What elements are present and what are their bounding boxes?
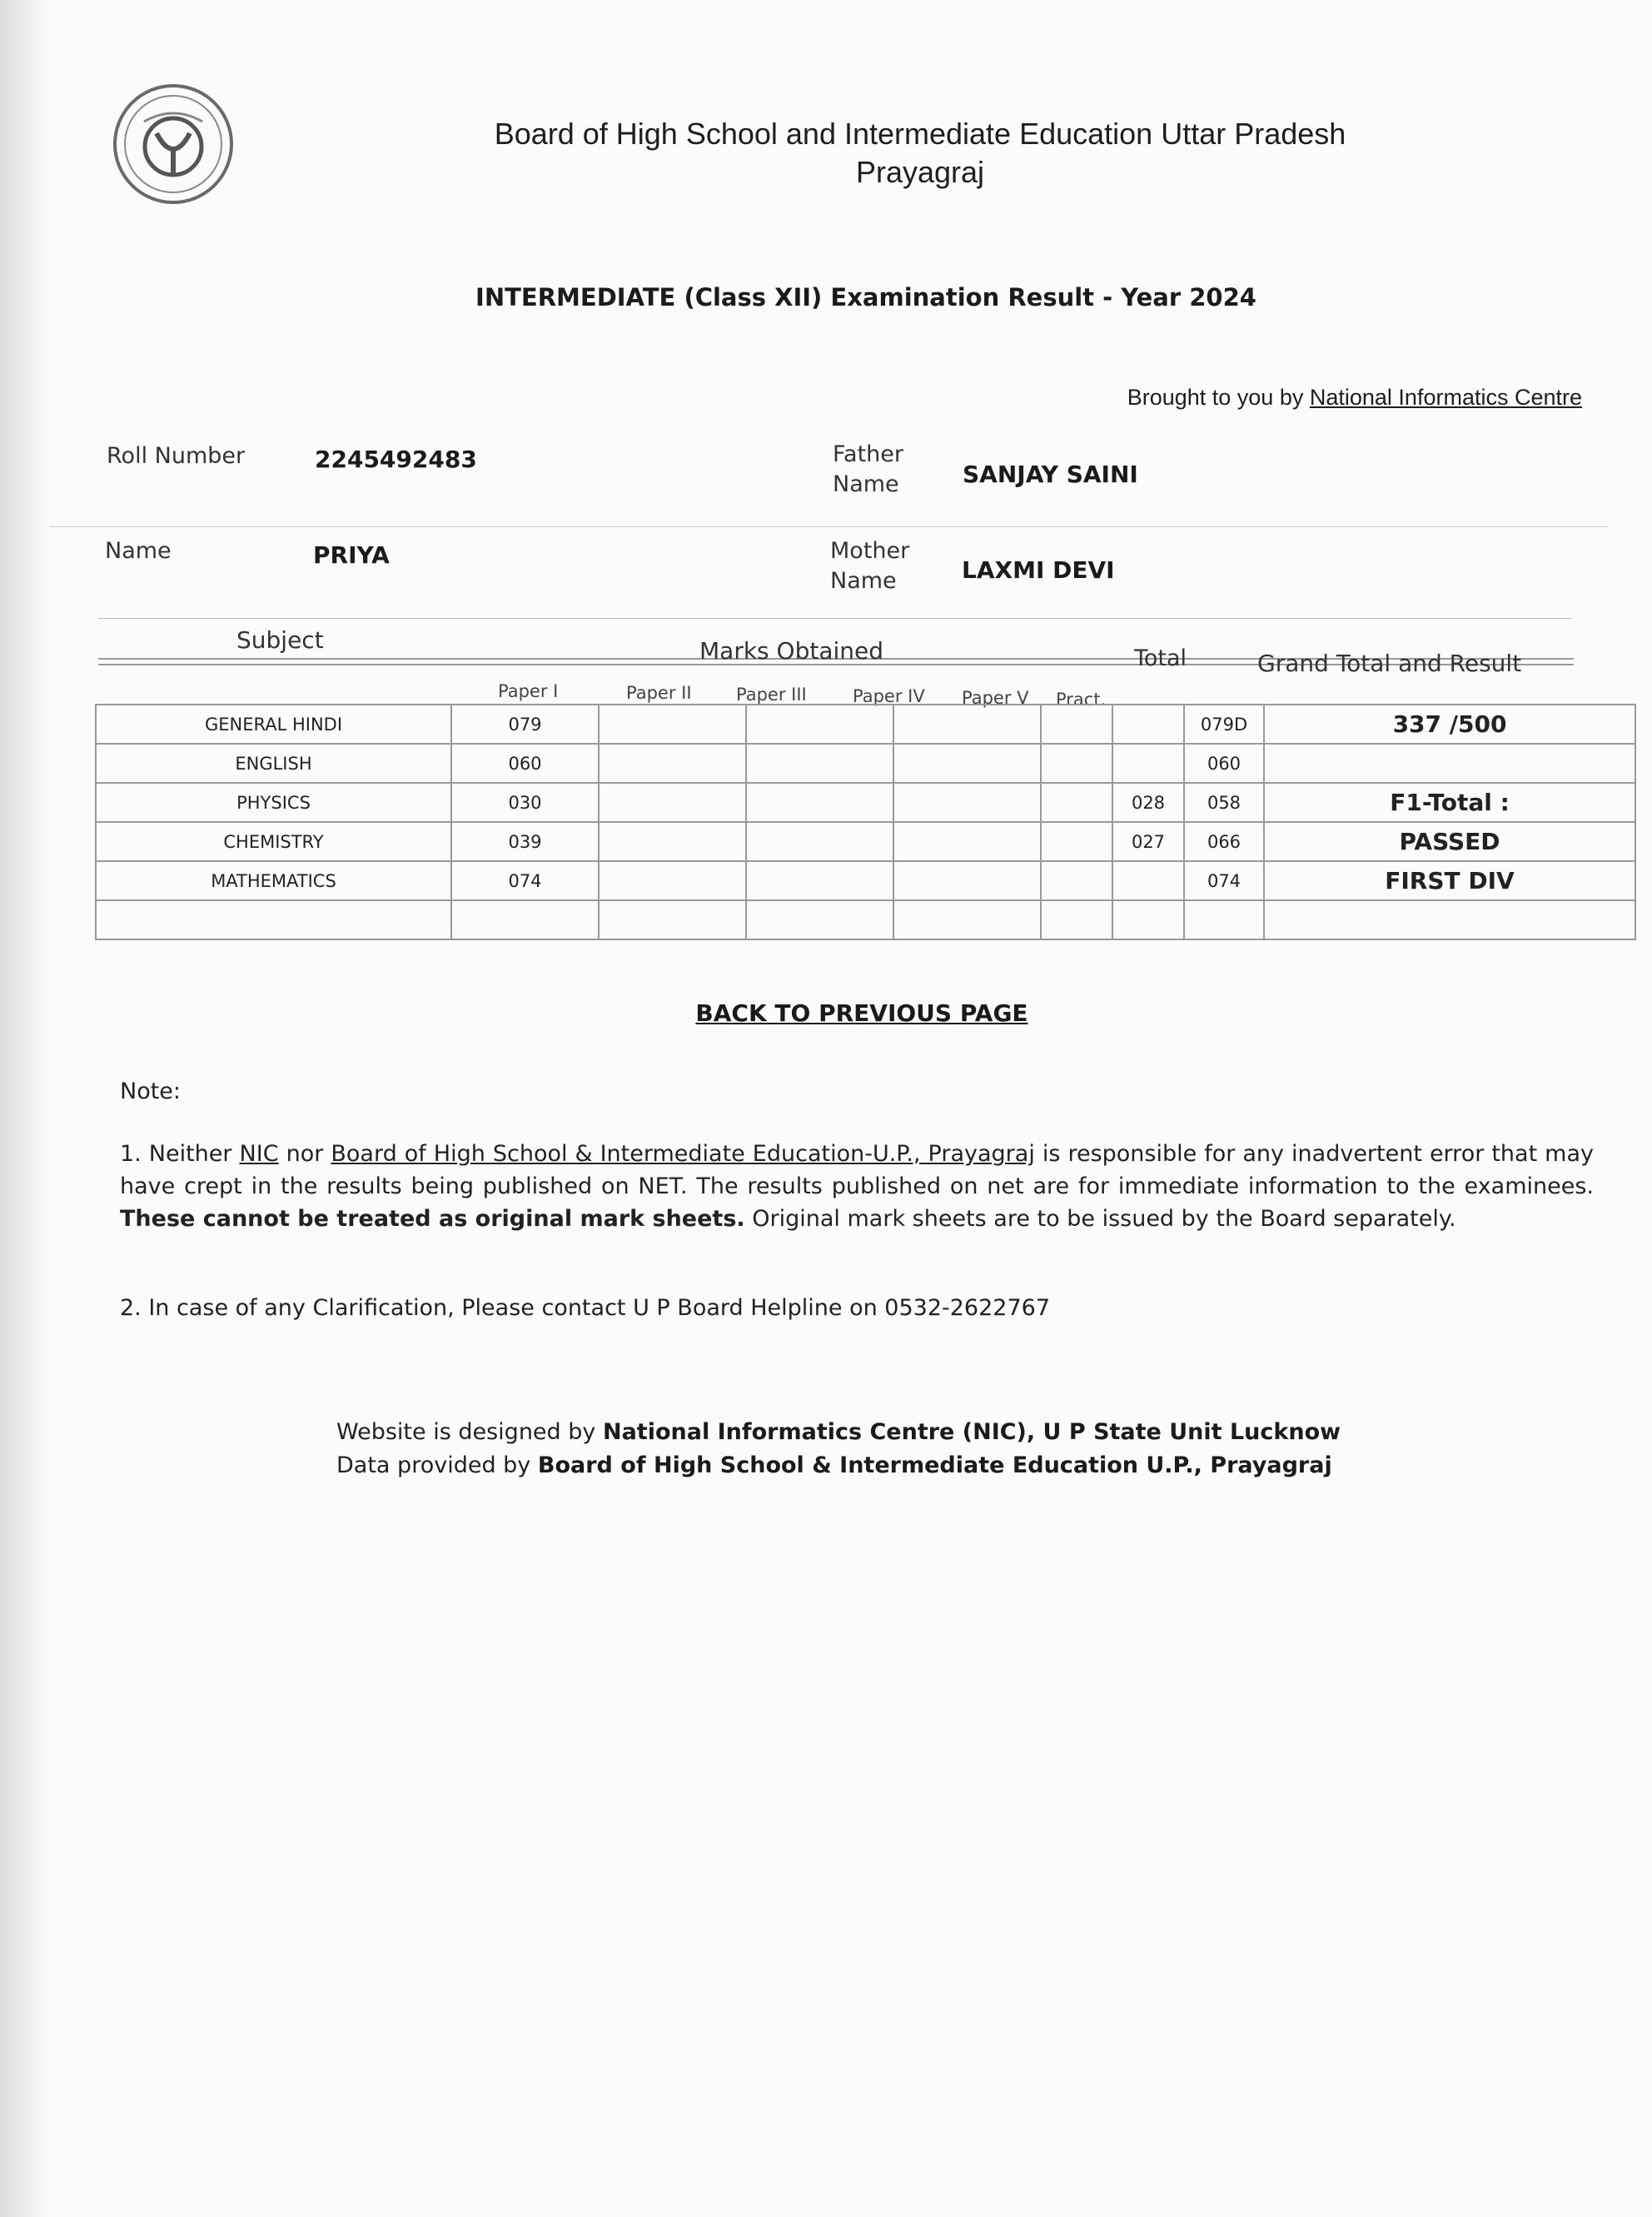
mother-name-value: LAXMI DEVI [962, 556, 1115, 584]
pract-header: Pract. [1056, 690, 1107, 710]
total-cell: 074 [1184, 861, 1264, 900]
paper-2-cell [599, 744, 746, 783]
back-to-previous-page-link[interactable]: BACK TO PREVIOUS PAGE [695, 999, 1028, 1027]
result-cell [1264, 744, 1635, 783]
result-cell: PASSED [1264, 822, 1635, 861]
paper-3-cell [746, 705, 893, 744]
father-name-label [833, 440, 903, 500]
note-1-nic: NIC [239, 1141, 279, 1167]
footer [336, 1416, 1419, 1482]
name-value: PRIYA [313, 541, 390, 569]
paper-1-cell: 079 [451, 705, 599, 744]
footer-line2 [336, 1449, 1419, 1482]
paper-1-cell: 039 [451, 822, 599, 861]
note-heading: Note: [120, 1079, 182, 1104]
paper-2-cell [599, 705, 746, 744]
name-label: Name [105, 538, 172, 564]
table-row [96, 705, 1635, 744]
footer-line1-bold: National Informatics Centre (NIC), U P State Unit Lucknow [602, 1419, 1341, 1445]
paper-5-header: Paper V [962, 688, 1029, 708]
pract-cell: 028 [1112, 783, 1184, 822]
table-top-rule [98, 618, 1572, 619]
table-row [96, 783, 1635, 822]
paper-4-header: Paper IV [853, 686, 925, 706]
mother-label-line1: Mother [830, 538, 910, 564]
mother-label-line2: Name [830, 568, 897, 594]
footer-line1-prefix: Website is designed by [336, 1419, 596, 1445]
footer-line2-bold: Board of High School & Intermediate Education U.P., Prayagraj [537, 1452, 1332, 1478]
paper-5-cell [1041, 705, 1112, 744]
paper-2-cell [599, 783, 746, 822]
roll-number-label: Roll Number [107, 443, 246, 469]
paper-1-cell: 030 [451, 783, 599, 822]
result-cell: FIRST DIV [1264, 861, 1635, 900]
brought-prefix: Brought to you by [1127, 385, 1304, 410]
note-1-bold: These cannot be treated as original mark sheets. [120, 1206, 745, 1232]
paper-4-cell [893, 783, 1041, 822]
brought-by [1116, 385, 1582, 411]
paper-1-header: Paper I [498, 681, 559, 701]
pract-cell [1112, 744, 1184, 783]
father-label-line2: Name [833, 471, 899, 497]
paper-1-cell: 060 [451, 744, 599, 783]
pract-cell [1112, 900, 1184, 939]
pract-cell: 027 [1112, 822, 1184, 861]
note-1-board: Board of High School & Intermediate Education-U.P., Prayagraj [331, 1141, 1035, 1167]
paper-4-cell [893, 900, 1041, 939]
result-cell: 337 /500 [1264, 705, 1635, 744]
paper-5-cell [1041, 900, 1112, 939]
subject-header: Subject [236, 626, 324, 654]
paper-2-cell [599, 900, 746, 939]
note-2: 2. In case of any Clarification, Please contact U P Board Helpline on 0532-2622767 [120, 1295, 1051, 1321]
paper-5-cell [1041, 822, 1112, 861]
paper-3-cell [746, 861, 893, 900]
subject-cell: MATHEMATICS [96, 861, 451, 900]
paper-4-cell [893, 861, 1041, 900]
paper-2-cell [599, 861, 746, 900]
total-cell: 058 [1184, 783, 1264, 822]
paper-3-cell [746, 900, 893, 939]
paper-3-header: Paper III [736, 685, 807, 705]
total-cell: 060 [1184, 744, 1264, 783]
note-1 [120, 1138, 1594, 1235]
table-row [96, 822, 1635, 861]
footer-line2-prefix: Data provided by [336, 1452, 531, 1478]
total-header: Total [1134, 645, 1187, 671]
subject-cell [96, 900, 451, 939]
note-1-text-c: is responsible for any inadvertent error that may have crept in the results being published on NET. The results published on net are for immediate information to the examinees. [120, 1141, 1595, 1199]
note-1-text-d: Original mark sheets are to be issued by the Board separately. [752, 1206, 1456, 1232]
result-cell: F1-Total : [1264, 783, 1635, 822]
paper-edge-shadow [0, 0, 50, 2217]
up-board-emblem-icon [111, 82, 236, 207]
note-1-text-b: nor [286, 1141, 324, 1167]
paper-1-cell [451, 900, 599, 939]
result-cell [1264, 900, 1635, 939]
subject-cell: CHEMISTRY [96, 822, 451, 861]
paper-3-cell [746, 783, 893, 822]
marks-table [95, 704, 1636, 940]
roll-number-value: 2245492483 [315, 446, 477, 473]
mother-name-label [830, 536, 909, 596]
paper-3-cell [746, 822, 893, 861]
note-1-text-a: 1. Neither [120, 1141, 232, 1167]
footer-line1 [336, 1416, 1419, 1449]
paper-3-cell [746, 744, 893, 783]
paper-5-cell [1041, 744, 1112, 783]
father-name-value: SANJAY SAINI [963, 461, 1138, 488]
father-label-line1: Father [833, 441, 904, 467]
paper-4-cell [893, 822, 1041, 861]
grand-total-header: Grand Total and Result [1257, 650, 1522, 677]
total-cell: 079D [1184, 705, 1264, 744]
paper-4-cell [893, 744, 1041, 783]
pract-cell [1112, 861, 1184, 900]
board-title [250, 115, 1590, 192]
table-row [96, 744, 1635, 783]
total-cell [1184, 900, 1264, 939]
subject-cell: GENERAL HINDI [96, 705, 451, 744]
marks-obtained-header: Marks Obtained [699, 637, 884, 665]
board-title-line2: Prayagraj [855, 155, 985, 189]
paper-1-cell: 074 [451, 861, 599, 900]
subject-cell: ENGLISH [96, 744, 451, 783]
paper-4-cell [893, 705, 1041, 744]
subject-cell: PHYSICS [96, 783, 451, 822]
paper-2-cell [599, 822, 746, 861]
table-row [96, 861, 1635, 900]
nic-link[interactable]: National Informatics Centre [1309, 385, 1582, 410]
paper-5-cell [1041, 783, 1112, 822]
board-title-line1: Board of High School and Intermediate Education Uttar Pradesh [494, 117, 1346, 151]
table-row [96, 900, 1635, 939]
paper-2-header: Paper II [626, 683, 692, 703]
exam-title: INTERMEDIATE (Class XII) Examination Result - Year 2024 [475, 283, 1256, 311]
divider [50, 526, 1607, 527]
total-cell: 066 [1184, 822, 1264, 861]
pract-cell [1112, 705, 1184, 744]
paper-5-cell [1041, 861, 1112, 900]
